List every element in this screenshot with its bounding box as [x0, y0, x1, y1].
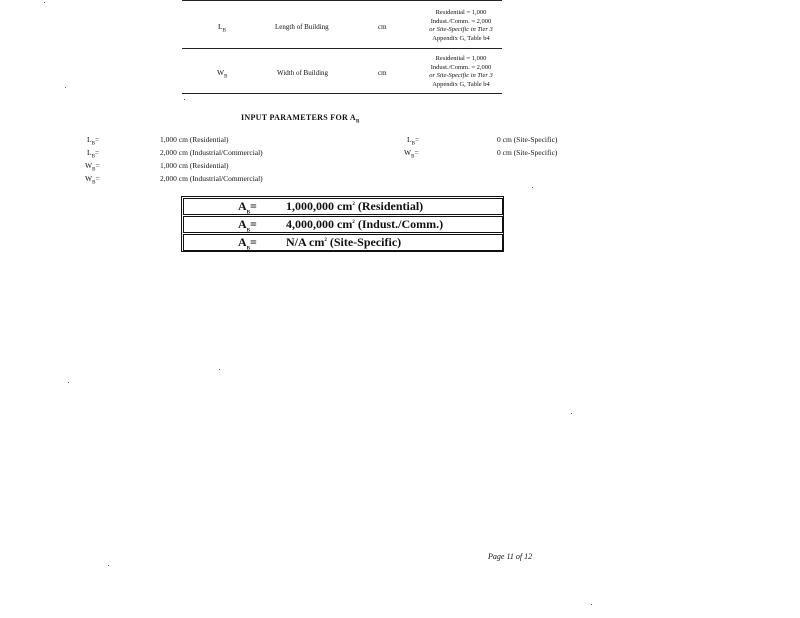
param-value: 2,000 cm (Industrial/Commercial) [160, 174, 263, 183]
table-row-note: Residential = 1,000 Indust./Comm. = 2,000 or Site-Specific in Tier 3 Appendix G, Table b4 [429, 9, 493, 42]
scan-speck [108, 565, 109, 566]
scan-speck [184, 99, 185, 100]
table-top-rule [182, 0, 502, 1]
scan-speck [591, 604, 592, 605]
param-symbol: $W_B=$ [85, 161, 100, 173]
table-row-units: cm [378, 23, 387, 31]
result-row [183, 234, 503, 251]
param-value: 2,000 cm (Industrial/Commercial) [160, 148, 263, 157]
param-symbol: $L_B=$ [87, 148, 100, 160]
page-number: Page 11 of 12 [488, 552, 533, 561]
param-value: 0 cm (Site-Specific) [497, 135, 558, 144]
table-row-description: Length of Building [275, 23, 329, 31]
scan-speck [44, 2, 45, 3]
param-value: 1,000 cm (Residential) [160, 135, 229, 144]
table-row-description: Width of Building [277, 69, 329, 77]
result-row [183, 198, 503, 215]
param-symbol: $L_B=$ [407, 135, 420, 147]
param-value: 1,000 cm (Residential) [160, 161, 229, 170]
param-value: 0 cm (Site-Specific) [497, 148, 558, 157]
result-value: 1,000,000 $cm^2$ (Residential) [286, 199, 424, 213]
scan-speck [571, 413, 572, 414]
section-heading: INPUT PARAMETERS FOR $A_B$ [241, 113, 360, 125]
result-value: 4,000,000 $cm^2$ (Indust./Comm.) [286, 217, 444, 231]
table-row-units: cm [378, 69, 387, 77]
result-symbol: $A_B=$ [238, 217, 257, 234]
scan-speck [532, 187, 533, 188]
results-box [181, 196, 504, 252]
table-row-symbol: $L_B$ [218, 22, 226, 34]
scan-speck [65, 87, 66, 88]
result-symbol: $A_B=$ [238, 235, 257, 252]
param-symbol: $W_B=$ [85, 174, 100, 186]
result-symbol: $A_B=$ [238, 199, 257, 216]
param-symbol: $L_B=$ [87, 135, 100, 147]
table-bottom-rule [182, 93, 502, 94]
table-middle-rule [182, 48, 502, 49]
result-row [183, 216, 503, 233]
table-row-note: Residential = 1,000 Indust./Comm. = 2,000 or Site-Specific in Tier 3 Appendix G, Table b4 [429, 55, 493, 88]
param-symbol: $W_B=$ [404, 148, 419, 160]
result-value: N/A $cm^2$ (Site-Specific) [286, 235, 402, 249]
table-row-symbol: $W_B$ [217, 68, 228, 80]
scan-speck [68, 382, 69, 383]
scan-speck [219, 369, 220, 370]
